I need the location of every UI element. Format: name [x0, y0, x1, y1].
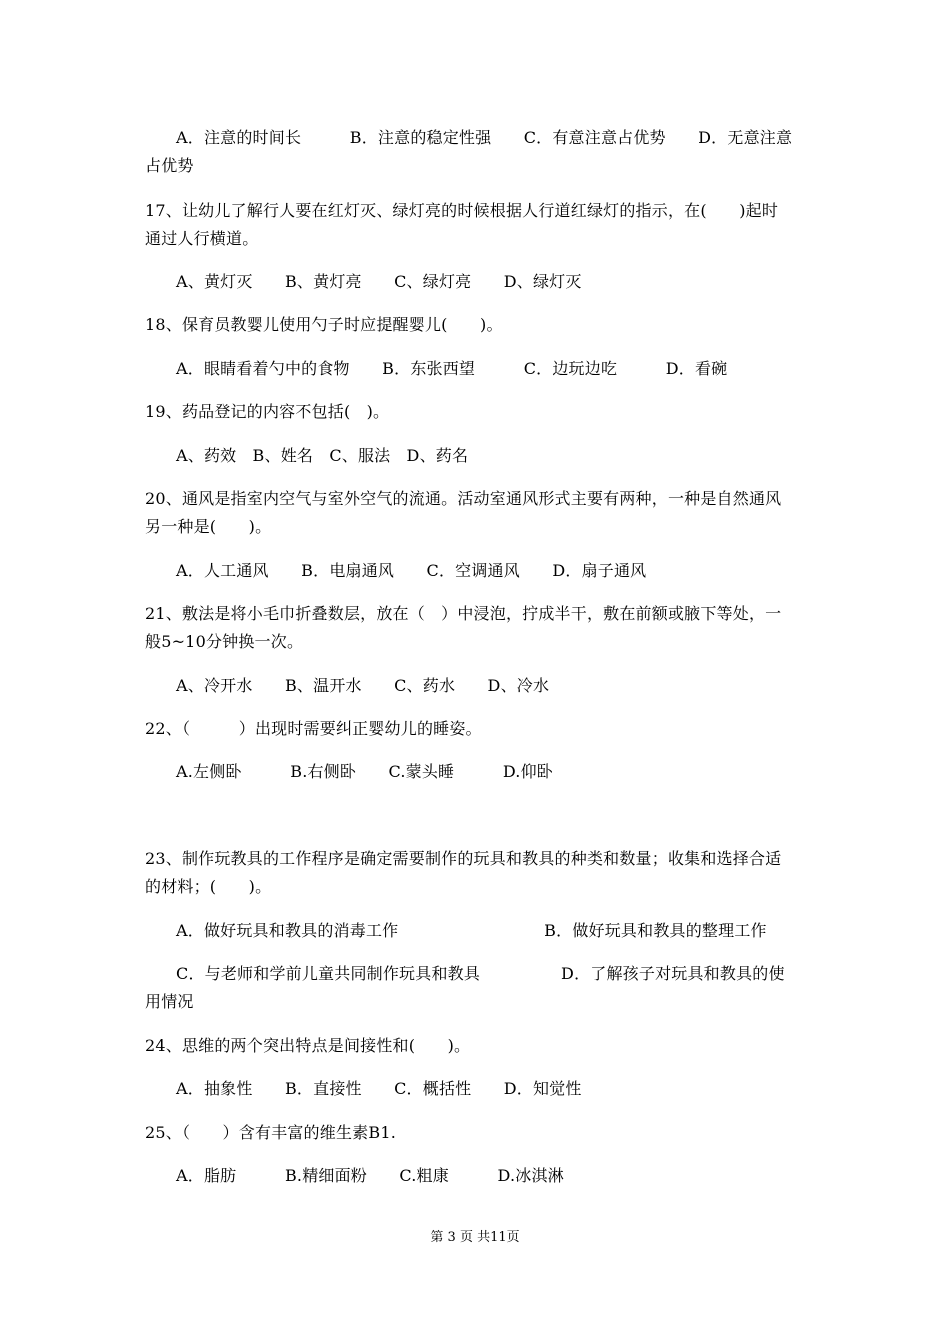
q20-options: A．人工通风 B．电扇通风 C．空调通风 D．扇子通风	[176, 561, 647, 580]
q24-options: A．抽象性 B．直接性 C．概括性 D．知觉性	[176, 1079, 582, 1098]
q16-options-cont: 占优势	[145, 156, 194, 175]
page-footer	[0, 1230, 950, 1246]
footer-current-page: 3	[447, 1230, 456, 1245]
footer-prefix: 第	[430, 1230, 444, 1245]
q21-question-cont: 般5~10分钟换一次。	[145, 632, 304, 651]
q22-question: 22、（ ）出现时需要纠正婴幼儿的睡姿。	[145, 719, 482, 738]
q18-options: A．眼睛看着勺中的食物 B．东张西望 C．边玩边吃 D．看碗	[176, 359, 728, 378]
q23-options-cd: C．与老师和学前儿童共同制作玩具和教具 D．了解孩子对玩具和教具的使	[176, 964, 785, 983]
q16-options: A．注意的时间长 B．注意的稳定性强 C．有意注意占优势 D．无意注意	[176, 128, 793, 147]
q22-options: A.左侧卧 B.右侧卧 C.蒙头睡 D.仰卧	[176, 762, 553, 781]
q18-question: 18、保育员教婴儿使用勺子时应提醒婴儿( )。	[145, 315, 503, 334]
footer-middle: 页 共	[459, 1230, 491, 1245]
q17-question: 17、让幼儿了解行人要在红灯灭、绿灯亮的时候根据人行道红绿灯的指示，在( )起时	[145, 201, 779, 220]
footer-total-pages: 11	[490, 1230, 507, 1245]
q19-options: A、药效 B、姓名 C、服法 D、药名	[176, 446, 469, 465]
q23-question: 23、制作玩教具的工作程序是确定需要制作的玩具和教具的种类和数量；收集和选择合适	[145, 849, 782, 868]
q17-question-cont: 通过人行横道。	[145, 229, 259, 248]
q25-question: 25、（ ）含有丰富的维生素B1.	[145, 1123, 396, 1142]
q20-question: 20、通风是指室内空气与室外空气的流通。活动室通风形式主要有两种，一种是自然通风	[145, 489, 782, 508]
q20-question-cont: 另一种是( )。	[145, 517, 272, 536]
q21-options: A、冷开水 B、温开水 C、药水 D、冷水	[176, 676, 550, 695]
q23-options-cd-cont: 用情况	[145, 992, 194, 1011]
q21-question: 21、敷法是将小毛巾折叠数层，放在（ ）中浸泡，拧成半干，敷在前额或腋下等处，一	[145, 604, 782, 623]
q24-question: 24、思维的两个突出特点是间接性和( )。	[145, 1036, 471, 1055]
q25-options: A．脂肪 B.精细面粉 C.粗康 D.冰淇淋	[176, 1166, 564, 1185]
q23-options-ab: A．做好玩具和教具的消毒工作 B．做好玩具和教具的整理工作	[176, 921, 767, 940]
q17-options: A、黄灯灭 B、黄灯亮 C、绿灯亮 D、绿灯灭	[176, 272, 582, 291]
footer-suffix: 页	[506, 1230, 520, 1245]
q19-question: 19、药品登记的内容不包括( )。	[145, 402, 390, 421]
q23-question-cont: 的材料；( )。	[145, 877, 272, 896]
